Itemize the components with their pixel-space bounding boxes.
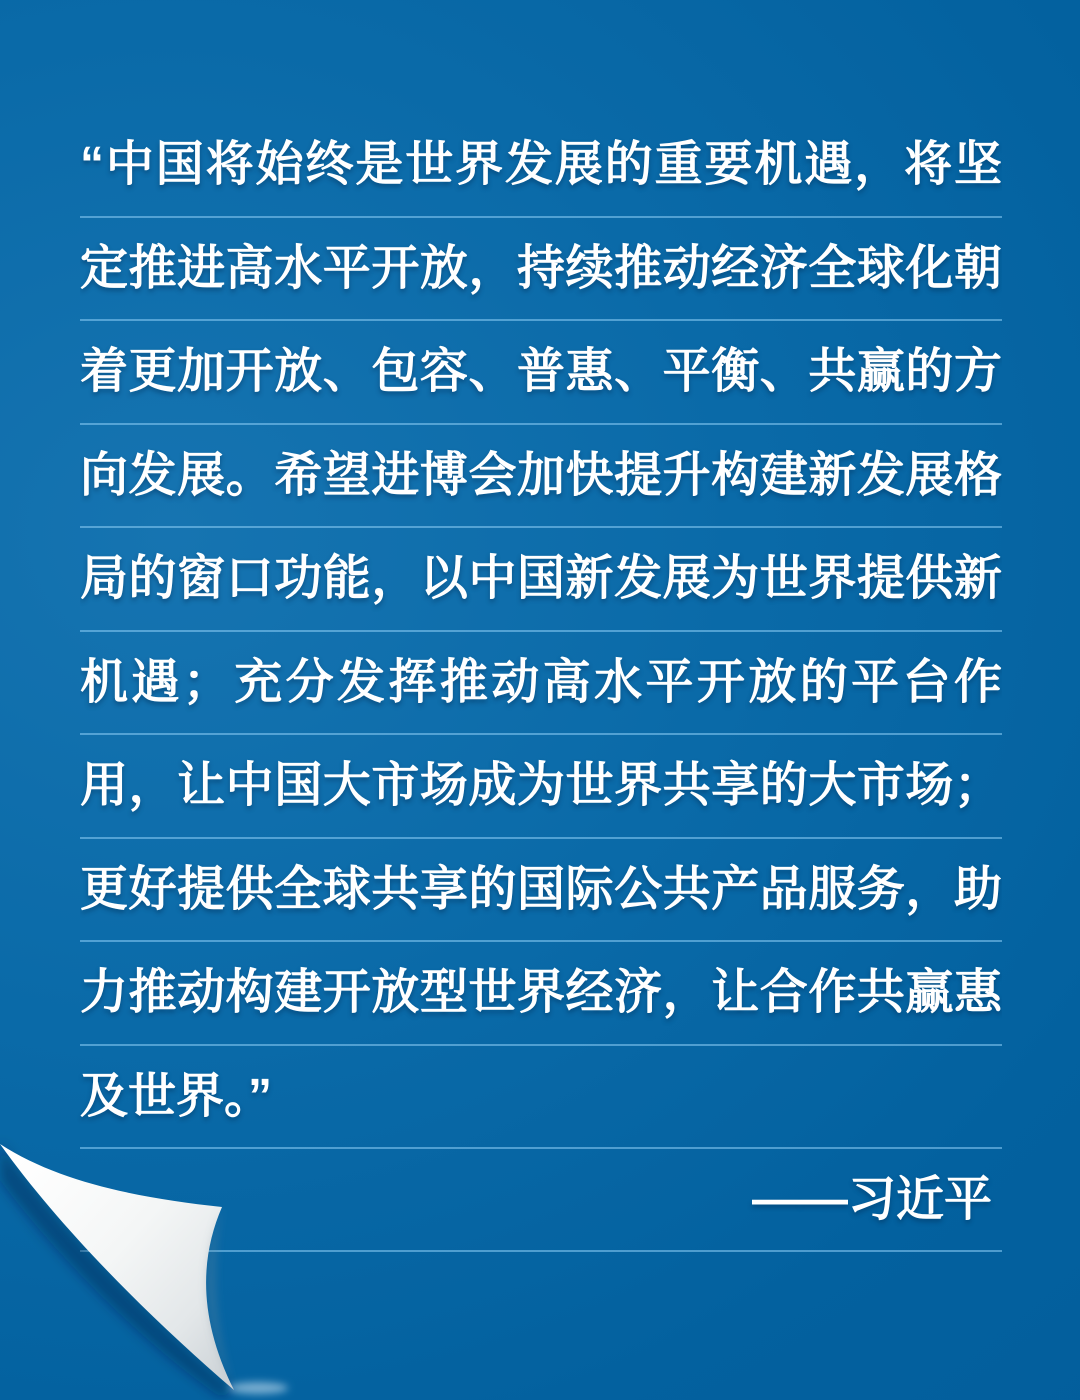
quote-line: 定推进高水平开放，持续推动经济全球化朝 xyxy=(80,218,1002,322)
quote-block xyxy=(80,114,1002,1252)
quote-line: 用，让中国大市场成为世界共享的大市场； xyxy=(80,735,1002,839)
quote-line: 向发展。希望进博会加快提升构建新发展格 xyxy=(80,425,1002,529)
quote-line: 及世界。” xyxy=(80,1046,1002,1150)
quote-line: 更好提供全球共享的国际公共产品服务，助 xyxy=(80,839,1002,943)
quote-line: 机遇；充分发挥推动高水平开放的平台作 xyxy=(80,632,1002,736)
quote-line: “中国将始终是世界发展的重要机遇，将坚 xyxy=(80,114,1002,218)
quote-line: 局的窗口功能，以中国新发展为世界提供新 xyxy=(80,528,1002,632)
quote-line: 着更加开放、包容、普惠、平衡、共赢的方 xyxy=(80,321,1002,425)
quote-line: 力推动构建开放型世界经济，让合作共赢惠 xyxy=(80,942,1002,1046)
quote-attribution: ——习近平 xyxy=(80,1149,1002,1252)
